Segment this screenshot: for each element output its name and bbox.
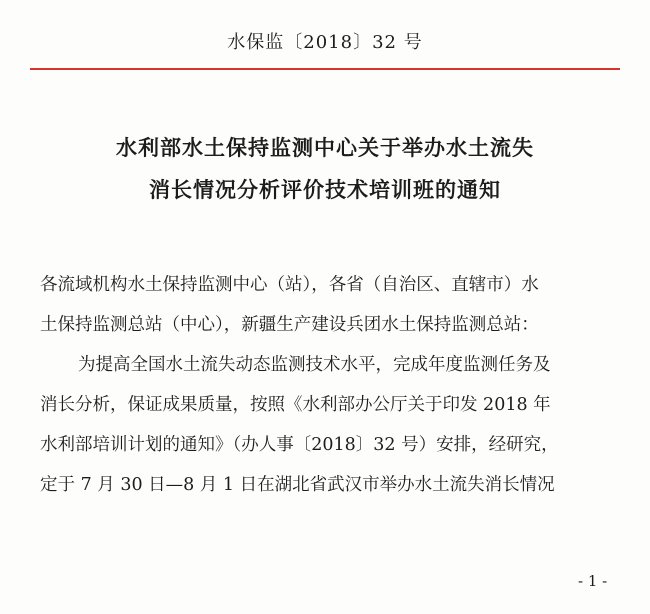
body-line-5: 水利部培训计划的通知》（办人事〔2018〕32 号）安排，经研究，	[40, 435, 559, 455]
document-title-line-2: 消长情况分析评价技术培训班的通知	[149, 178, 501, 202]
red-divider-line	[30, 68, 620, 70]
body-line-6: 定于 7 月 30 日—8 月 1 日在湖北省武汉市举办水土流失消长情况	[40, 475, 555, 495]
body-line-2: 土保持监测总站（中心），新疆生产建设兵团水土保持监测总站：	[40, 315, 539, 335]
body-line-4: 消长分析，保证成果质量，按照《水利部办公厅关于印发 2018 年	[40, 395, 551, 415]
page-number: - 1 -	[578, 572, 608, 590]
body-line-1: 各流域机构水土保持监测中心（站），各省（自治区、直辖市）水	[40, 275, 539, 295]
body-line-3: 为提高全国水土流失动态监测技术水平，完成年度监测任务及	[78, 355, 551, 375]
document-title-line-1: 水利部水土保持监测中心关于举办水土流失	[116, 136, 534, 160]
document-number: 水保监〔2018〕32 号	[227, 32, 423, 53]
